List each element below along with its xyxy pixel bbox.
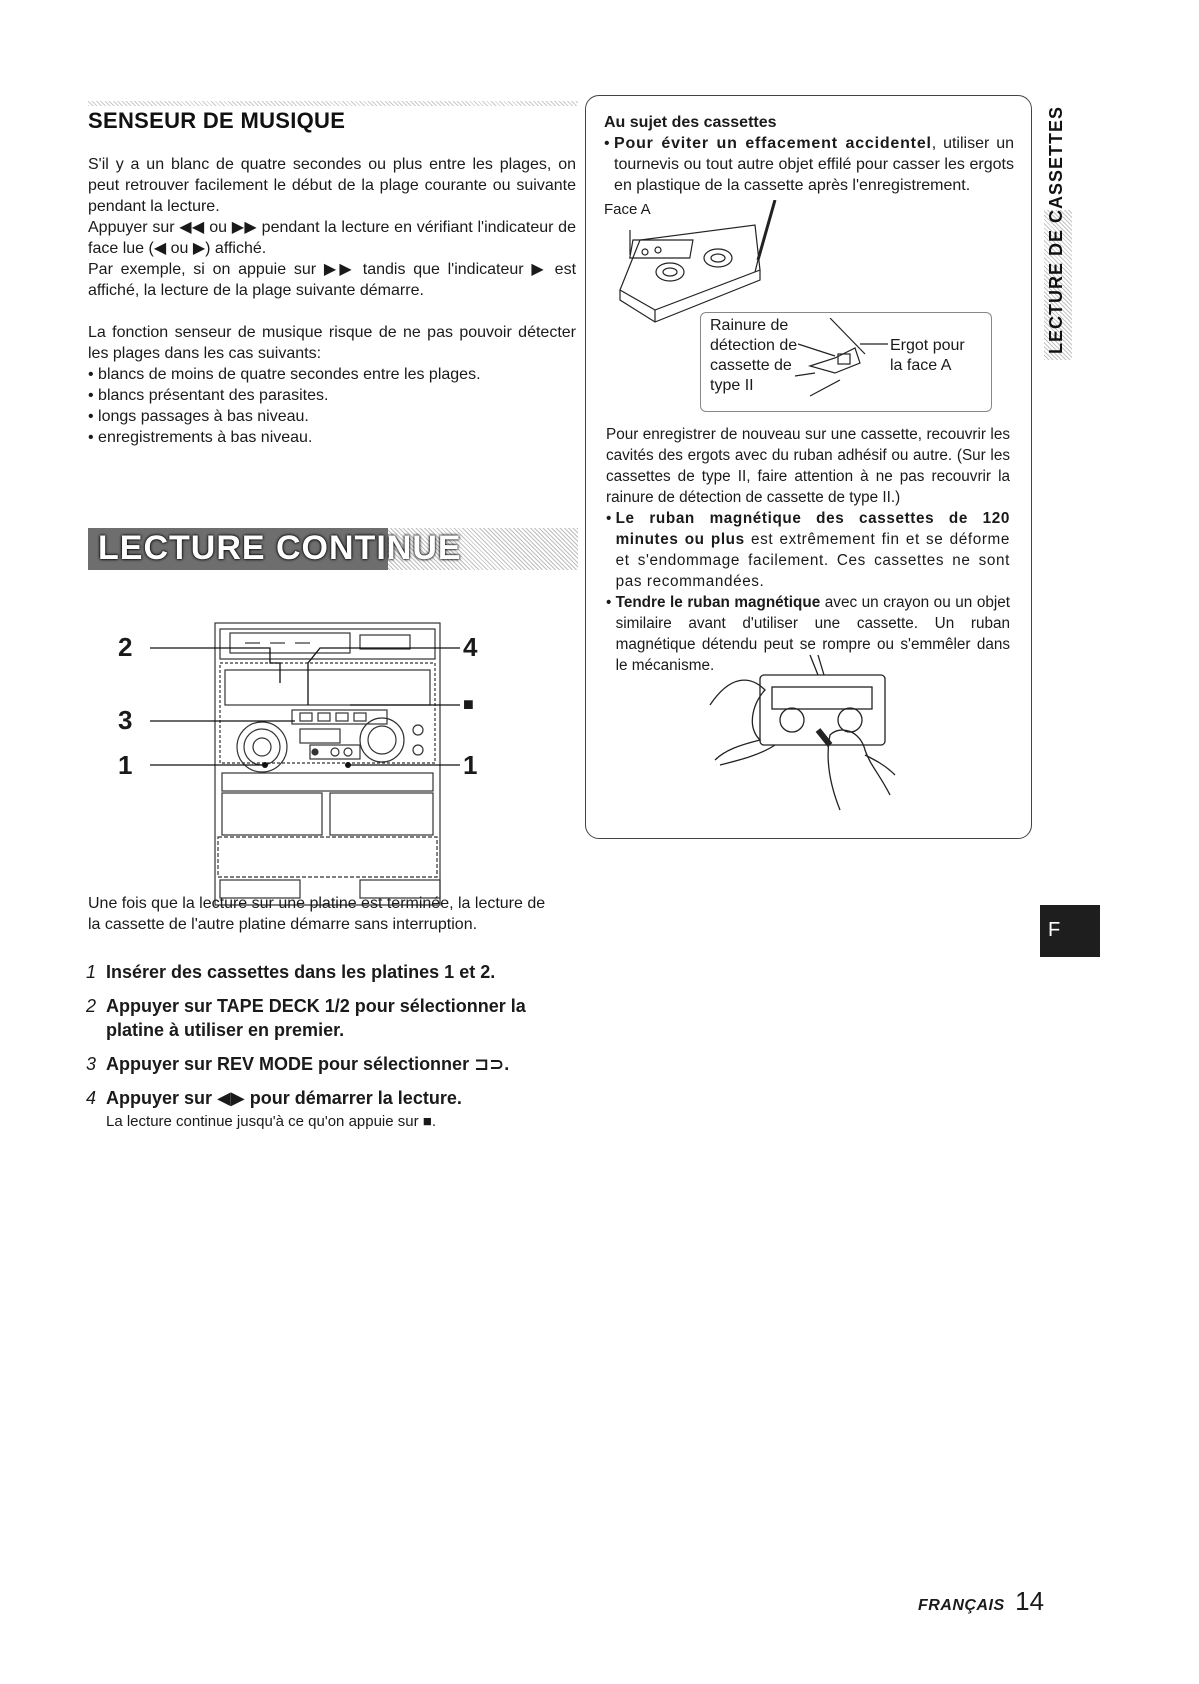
footer-language: FRANÇAIS <box>918 1597 1005 1614</box>
callout-stop: ■ <box>463 694 474 714</box>
senseur-p2: Appuyer sur ◀◀ ou ▶▶ pendant la lecture en vérifiant l'indicateur de face lue (◀ ou ▶) affiché. <box>88 219 576 257</box>
senseur-bullets <box>88 364 576 448</box>
cassette-tab-illustration <box>600 200 820 330</box>
senseur-p4: La fonction senseur de musique risque de ne pas pouvoir détecter les plages dans les cas suivants: <box>88 324 576 362</box>
tighten-tape-illustration <box>700 645 920 820</box>
list-item: • blancs de moins de quatre secondes entre les plages. <box>88 364 576 385</box>
cassettes-body <box>606 424 1010 676</box>
callout-1-right: 1 <box>463 750 478 780</box>
step-3: 3 Appuyer sur REV MODE pour sélectionner ⊐⊃. <box>86 1054 510 1074</box>
language-tab: F <box>1040 905 1100 957</box>
cassettes-bullet-1: • Pour éviter un effacement accidentel, utiliser un tournevis ou tout autre objet effilé pour casser les ergots en plastique de la cassette après l'enregistrement. <box>604 135 1014 194</box>
play-reverse-icon: ◀ <box>153 240 167 257</box>
rewind-icon: ◀◀ <box>179 219 205 236</box>
senseur-body <box>88 154 576 448</box>
section-top-rule <box>88 101 578 106</box>
step-2: 2 Appuyer sur TAPE DECK 1/2 pour sélectionner la platine à utiliser en premier. <box>86 996 526 1040</box>
side-tab-lecture-de-cassettes: LECTURE DE CASSETTES <box>1040 90 1076 375</box>
play-forward-icon: ▶ <box>192 240 206 257</box>
fast-forward-icon: ▶▶ <box>231 219 257 236</box>
page-number: 14 <box>1015 1586 1045 1616</box>
play-both-icon: ◀▶ <box>217 1088 245 1108</box>
senseur-p3: Par exemple, si on appuie sur ▶▶ tandis que l'indicateur ▶ est affiché, la lecture de la plage suivante démarre. <box>88 261 577 299</box>
lecture-banner <box>88 528 578 570</box>
cassettes-top <box>604 112 1014 196</box>
list-item: • longs passages à bas niveau. <box>88 406 576 427</box>
list-item: • enregistrements à bas niveau. <box>88 427 576 448</box>
face-a-label: Face A <box>604 201 651 218</box>
cassettes-bullet-3: • Tendre le ruban magnétique avec un crayon ou un objet similaire avant d'utiliser une cassette. Un ruban magnétique détendu peut se rompre ou s'emmêler dans le mécanisme. <box>606 594 1010 674</box>
cassettes-bullet-2: • Le ruban magnétique des cassettes de 120 minutes ou plus est extrêmement fin et se déforme et s'endommage facilement. Ces cassettes ne sont pas recommandées. <box>606 510 1010 590</box>
step-4-note: La lecture continue jusqu'à ce qu'on appuie sur ■. <box>106 1113 437 1130</box>
cassettes-reuse-text: Pour enregistrer de nouveau sur une cassette, recouvrir les cavités des ergots avec du ruban adhésif ou autre. (Sur les cassettes de type II, faire attention à ne pas recouvrir la rainure de détection de cassette de type II.) <box>606 426 1010 506</box>
callout-3: 3 <box>118 705 133 735</box>
lecture-title: LECTURE CONTINUE <box>98 529 462 567</box>
footer <box>918 1586 1044 1617</box>
callout-4: 4 <box>463 632 478 662</box>
step-1: 1 Insérer des cassettes dans les platines 1 et 2. <box>86 962 496 982</box>
callout-2: 2 <box>118 632 133 662</box>
step-4: 4 Appuyer sur ◀▶ pour démarrer la lecture. La lecture continue jusqu'à ce qu'on appuie sur ■. <box>86 1086 556 1134</box>
cassette-detail-illustration <box>790 318 890 400</box>
play-forward-icon: ▶ <box>531 261 547 278</box>
cassette-label-left: Rainure de détection de cassette de type II <box>710 317 798 394</box>
stereo-diagram <box>120 615 520 915</box>
callout-1-left: 1 <box>118 750 133 780</box>
senseur-title: SENSEUR DE MUSIQUE <box>88 108 346 133</box>
list-item: • blancs présentant des parasites. <box>88 385 576 406</box>
cassette-label-right: Ergot pour la face A <box>890 337 965 374</box>
cassettes-title: Au sujet des cassettes <box>604 114 777 131</box>
lecture-desc: Une fois que la lecture sur une platine est terminée, la lecture de la cassette de l'autre platine démarre sans interruption. <box>88 895 546 933</box>
lecture-steps <box>86 960 556 1134</box>
senseur-p1: S'il y a un blanc de quatre secondes ou plus entre les plages, on peut retrouver facilement le début de la plage courante ou suivante pendant la lecture. <box>88 156 576 215</box>
fast-forward-icon: ▶▶ <box>323 261 356 278</box>
